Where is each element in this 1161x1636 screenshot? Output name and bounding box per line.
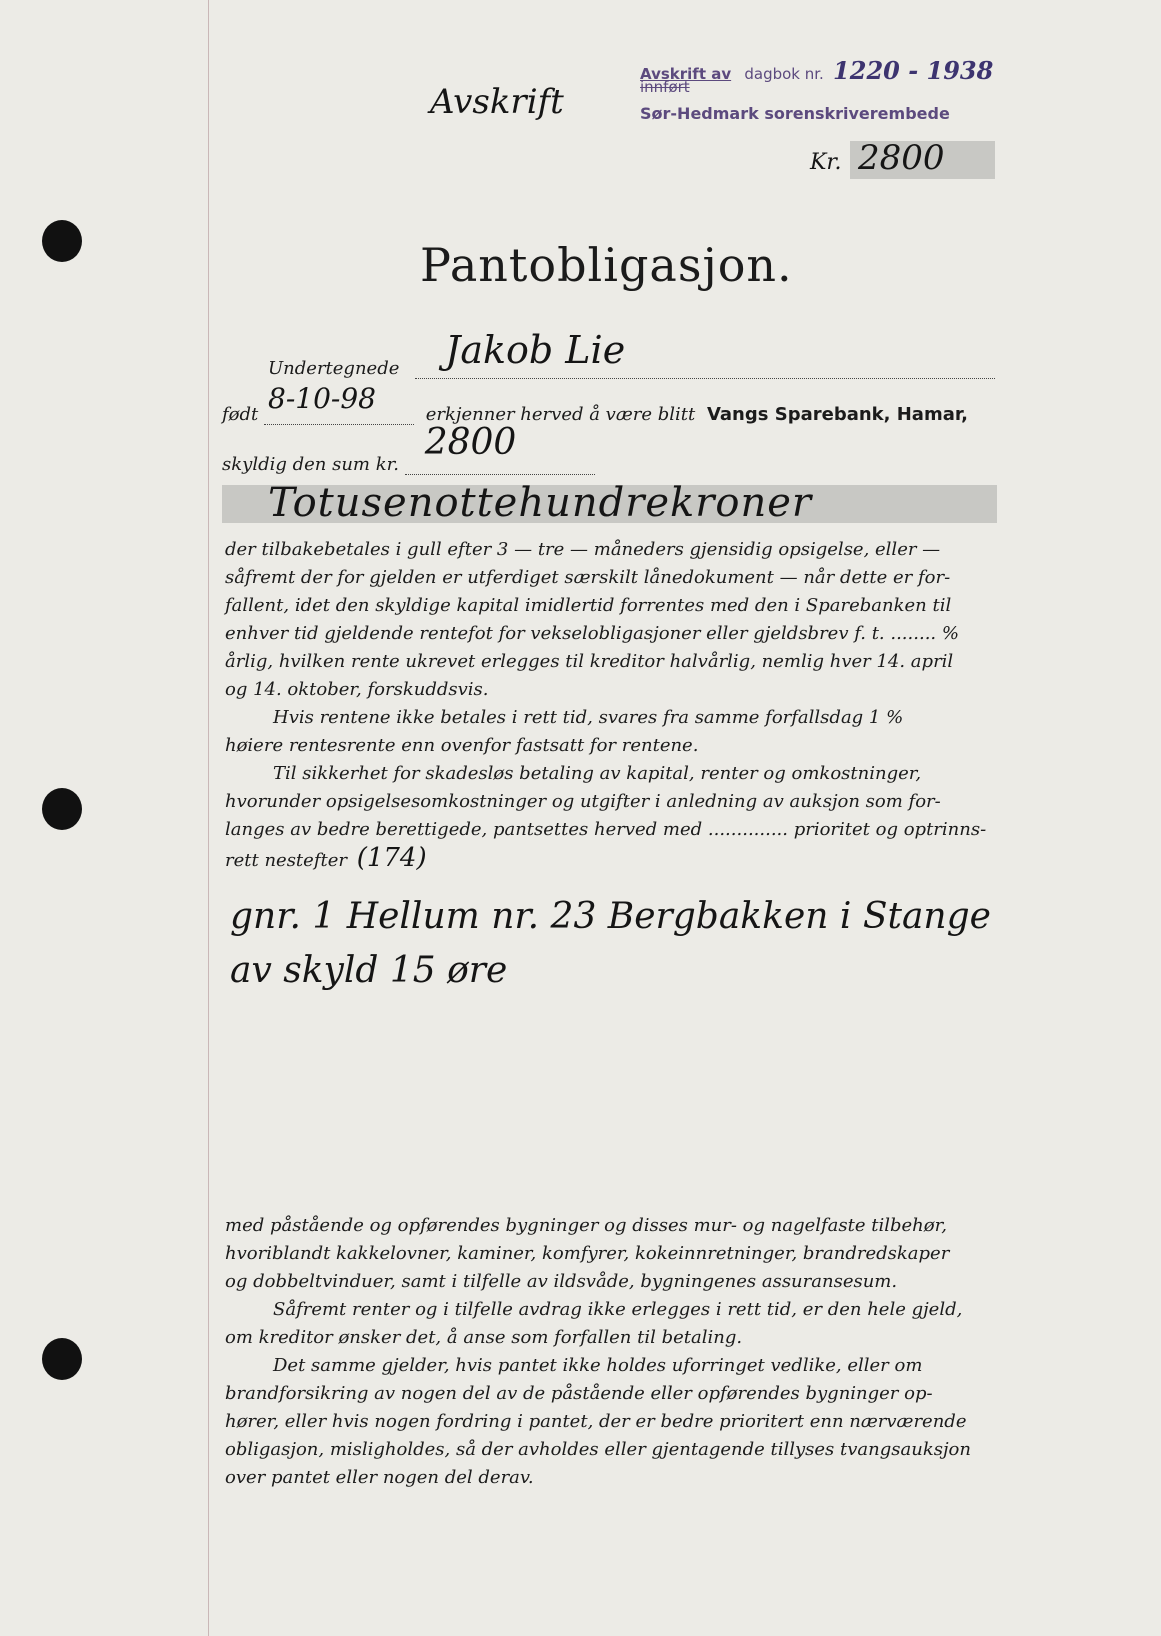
stamp-court-office: Sør-Hedmark sorenskriverembede xyxy=(640,104,950,123)
text-line: årlig, hvilken rente ukrevet erlegges til kreditor halvårlig, nemlig hver 14. april xyxy=(225,651,954,672)
fodt-text: erkjenner herved å være blitt xyxy=(425,404,696,425)
nestefter-label: rett nestefter xyxy=(225,850,347,871)
text-line: enhver tid gjeldende rentefot for vekselobligasjoner eller gjeldsbrev f. t. ........ % xyxy=(225,623,959,644)
undertegnede-row xyxy=(268,328,998,379)
stamp-line1 xyxy=(640,56,993,85)
text-line: fallent, idet den skyldige kapital imidlertid forrentes med den i Sparebanken til xyxy=(225,595,952,616)
text-line: hvoriblandt kakkelovner, kaminer, komfyrer, kokeinnretninger, brandredskaper xyxy=(225,1243,950,1264)
skyldig-row xyxy=(222,422,822,475)
fodt-value: 8-10-98 xyxy=(268,382,376,415)
stamp-avskrift-label: Avskrift av xyxy=(640,65,732,83)
stamp-strike-word: innført xyxy=(640,78,690,96)
text-line: Hvis rentene ikke betales i rett tid, svares fra samme forfallsdag 1 % xyxy=(273,707,904,728)
property-ref: (174) xyxy=(356,843,427,873)
stamp-dagbok-label: dagbok nr. xyxy=(744,65,824,83)
text-line: hvorunder opsigelsesomkostninger og utgifter i anledning av auksjon som for- xyxy=(225,791,941,812)
text-line: langes av bedre berettigede, pantsettes herved med .............. prioritet og optrinns- xyxy=(225,819,987,840)
undertegnede-value: Jakob Lie xyxy=(445,328,626,372)
text-line: høiere rentesrente enn ovenfor fastsatt for rentene. xyxy=(225,735,699,756)
document-title: Pantobligasjon. xyxy=(420,238,793,292)
text-line: om kreditor ønsker det, å anse som forfallen til betaling. xyxy=(225,1327,743,1348)
text-line: brandforsikring av nogen del av de påstående eller opførendes bygninger op- xyxy=(225,1383,933,1404)
text-line xyxy=(225,844,1000,875)
amount-words: Totusenottehundrekroner xyxy=(268,480,813,526)
creditor-name: Vangs Sparebank, Hamar, xyxy=(706,404,968,425)
text-line: over pantet eller nogen del derav. xyxy=(225,1467,534,1488)
skyldig-label: skyldig den sum kr. xyxy=(222,454,399,475)
text-line: Såfremt renter og i tilfelle avdrag ikke erlegges i rett tid, er den hele gjeld, xyxy=(273,1299,963,1320)
fodt-field xyxy=(264,382,414,425)
text-line: med påstående og opførendes bygninger og disses mur- og nagelfaste tilbehør, xyxy=(225,1215,947,1236)
amount-box-label: Kr. xyxy=(810,150,842,175)
punch-hole-middle xyxy=(42,788,82,830)
text-line: Det samme gjelder, hvis pantet ikke holdes uforringet vedlike, eller om xyxy=(273,1355,923,1376)
text-line: obligasjon, misligholdes, så der avholdes eller gjentagende tillyses tvangsauksjon xyxy=(225,1439,971,1460)
fodt-label: født xyxy=(222,404,259,425)
margin-line xyxy=(208,0,209,1636)
punch-hole-bottom xyxy=(42,1338,82,1380)
property-line2: av skyld 15 øre xyxy=(230,950,508,991)
amount-box-value: 2800 xyxy=(858,138,945,178)
paragraph-repayment xyxy=(225,536,1000,875)
skyldig-field xyxy=(405,422,595,475)
text-line: og dobbeltvinduer, samt i tilfelle av ildsvåde, bygningenes assuransesum. xyxy=(225,1271,898,1292)
property-line1: gnr. 1 Hellum nr. 23 Bergbakken i Stange xyxy=(230,896,991,937)
text-line: hører, eller hvis nogen fordring i pantet, der er bedre prioritert enn nærværende xyxy=(225,1411,967,1432)
undertegnede-label: Undertegnede xyxy=(268,358,400,379)
text-line: Til sikkerhet for skadesløs betaling av kapital, renter og omkostninger, xyxy=(273,763,922,784)
fodt-row xyxy=(222,382,1007,425)
punch-hole-top xyxy=(42,220,82,262)
handwritten-avskrift: Avskrift xyxy=(430,82,564,122)
undertegnede-field xyxy=(415,328,995,379)
dagbok-number: 1220 - 1938 xyxy=(833,56,994,85)
skyldig-value: 2800 xyxy=(424,422,517,463)
text-line: såfremt der for gjelden er utferdiget særskilt lånedokument — når dette er for- xyxy=(225,567,951,588)
text-line: der tilbakebetales i gull efter 3 — tre — måneders gjensidig opsigelse, eller — xyxy=(225,539,941,560)
paragraph-buildings xyxy=(225,1212,1000,1492)
text-line: og 14. oktober, forskuddsvis. xyxy=(225,679,489,700)
